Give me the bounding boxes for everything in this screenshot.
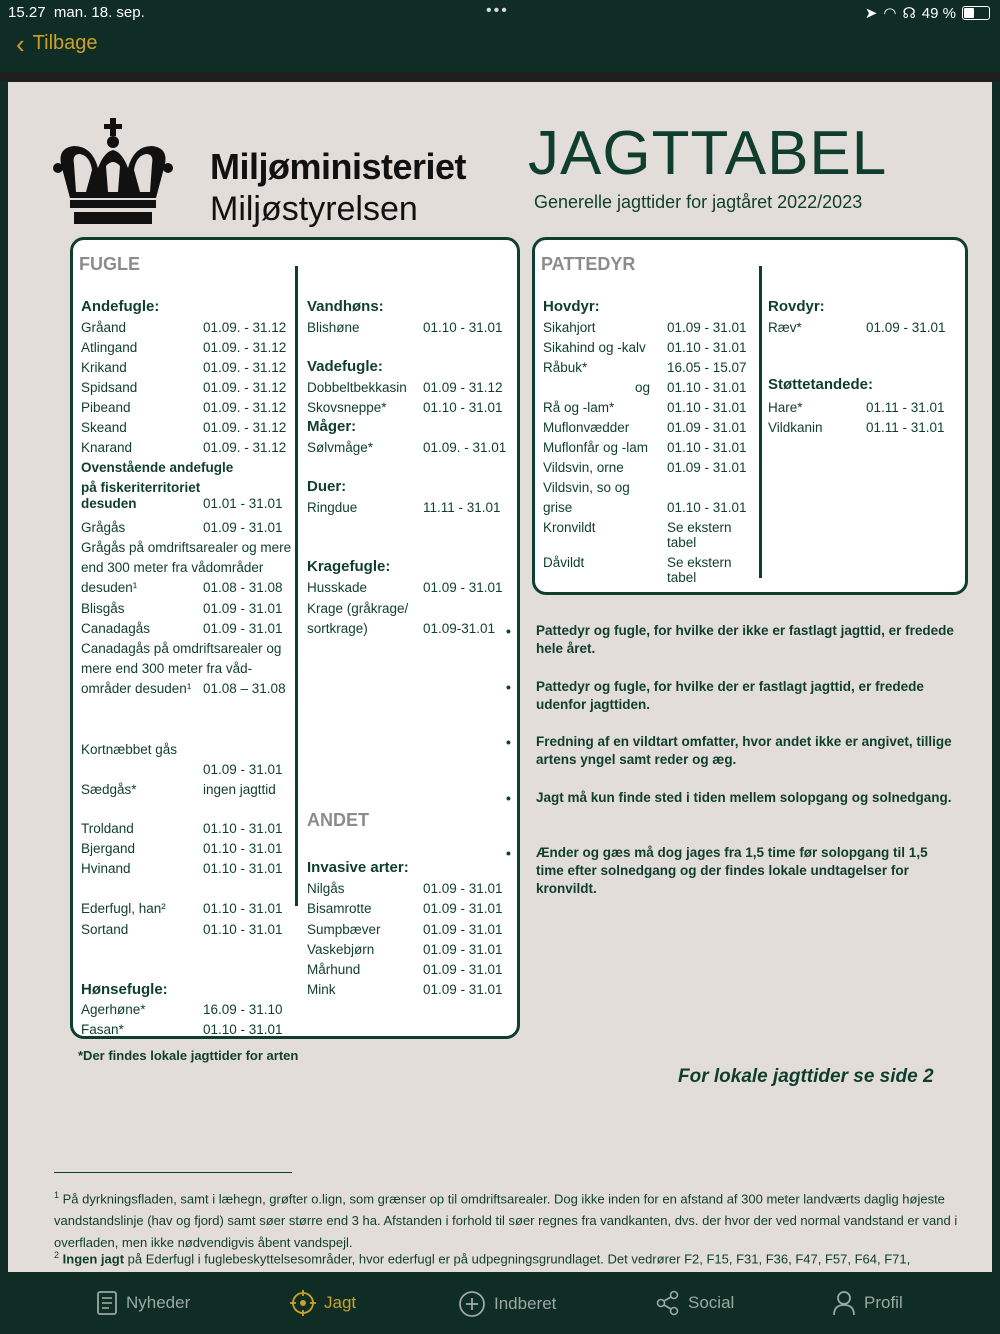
season-dates: 16.05 - 15.07 (667, 360, 747, 375)
season-dates: 01.08 – 31.08 (203, 681, 286, 696)
season-dates: Se ekstern (667, 555, 732, 570)
season-dates: 16.09 - 31.10 (203, 1002, 283, 1017)
row-text: end 300 meter fra vådområder (81, 560, 264, 575)
species-name: Rå og -lam* (543, 400, 615, 415)
species-name: Sikahjort (543, 320, 596, 335)
group-heading: Hønsefugle: (81, 981, 168, 998)
species-name: Dåvildt (543, 555, 585, 570)
andet-heading: ANDET (307, 810, 369, 830)
season-dates: 01.09 - 31.01 (423, 580, 503, 595)
status-right (865, 4, 990, 22)
season-dates: 01.10 - 31.01 (667, 500, 747, 515)
tab-label: Indberet (494, 1294, 557, 1313)
species-name: områder desuden¹ (81, 681, 192, 696)
rule-item: • Jagt må kun finde sted i tiden mellem solopgang og solnedgang. (536, 789, 956, 807)
document-view[interactable] (8, 82, 992, 1272)
group-heading: Kragefugle: (307, 558, 391, 575)
season-dates: 01.10 - 31.01 (667, 380, 747, 395)
local-reference: For lokale jagttider se side 2 (678, 1066, 934, 1087)
species-name: Agerhøne* (81, 1002, 146, 1017)
local-note: *Der findes lokale jagttider for arten (78, 1048, 299, 1063)
season-dates: 01.09 - 31.01 (423, 962, 503, 977)
person-icon (832, 1290, 856, 1316)
rule-item: • Pattedyr og fugle, for hvilke der er fastlagt jagttid, er fredede udenfor jagttiden. (536, 678, 956, 714)
season-dates: 01.09. - 31.12 (203, 400, 287, 415)
season-dates: 01.09 - 31.01 (423, 922, 503, 937)
season-dates: 01.09. - 31.12 (203, 340, 287, 355)
news-icon (96, 1290, 118, 1316)
season-dates: Se ekstern (667, 520, 732, 535)
species-name: Sædgås* (81, 782, 137, 797)
species-name: Kronvildt (543, 520, 596, 535)
species-name: Troldand (81, 821, 134, 836)
headphones-icon: ☊ (902, 5, 916, 22)
season-dates: 01.09. - 31.01 (423, 440, 507, 455)
season-dates: 01.09 - 31.01 (667, 320, 747, 335)
species-name: Grågås (81, 520, 126, 535)
row-text: på fiskeriterritoriet (81, 480, 201, 495)
row-text: Krage (gråkrage/ (307, 601, 409, 616)
species-name: Sortand (81, 922, 129, 937)
nav-bar (0, 26, 1000, 72)
season-dates: 01.09 - 31.12 (423, 380, 503, 395)
season-dates: 01.10 - 31.01 (203, 861, 283, 876)
season-dates: 01.09 - 31.01 (423, 942, 503, 957)
season-dates: 01.08 - 31.08 (203, 580, 283, 595)
species-name: Atlingand (81, 340, 138, 355)
species-name: Blishøne (307, 320, 360, 335)
species-name: Skeand (81, 420, 127, 435)
season-dates: 01.10 - 31.01 (423, 400, 503, 415)
species-name: Vildkanin (768, 420, 823, 435)
fugle-heading: FUGLE (79, 254, 140, 274)
species-name: Sikahind og -kalv (543, 340, 646, 355)
tab-label: Profil (864, 1293, 903, 1312)
wifi-icon: ◠ (883, 5, 897, 22)
species-name: sortkrage) (307, 621, 368, 636)
column-divider (295, 266, 298, 906)
season-dates: 01.10 - 31.01 (667, 340, 747, 355)
status-time-date: 15.27 man. 18. sep. (8, 4, 145, 21)
season-dates: 01.09 - 31.01 (203, 601, 283, 616)
season-dates: 01.11 - 31.01 (866, 400, 945, 415)
group-heading: Invasive arter: (307, 859, 409, 876)
tab-jagt[interactable] (290, 1290, 356, 1316)
rule-item: • Pattedyr og fugle, for hvilke der ikke er fastlagt jagttid, er fredede hele året. (536, 622, 956, 658)
species-name: Ringdue (307, 500, 358, 515)
season-dates: 11.11 - 31.01 (423, 500, 501, 515)
rule-item: • Fredning af en vildtart omfatter, hvor andet ikke er angivet, tillige artens yngel samt reder og æg. (536, 733, 956, 769)
species-name: Canadagås (81, 621, 151, 636)
battery-percent: 49 % (921, 4, 956, 22)
species-name: Knarand (81, 440, 133, 455)
species-name: Nilgås (307, 881, 345, 896)
share-icon (656, 1290, 680, 1316)
season-dates: tabel (667, 535, 697, 550)
season-dates: 01.10 - 31.01 (203, 1022, 283, 1037)
season-dates: 01.09. - 31.12 (203, 360, 287, 375)
row-text: mere end 300 meter fra våd- (81, 661, 253, 676)
species-name: Spidsand (81, 380, 138, 395)
species-name: Muflonvædder (543, 420, 630, 435)
group-heading: Støttetandede: (768, 376, 873, 393)
row-text: Grågås på omdriftsarealer og mere (81, 540, 292, 555)
species-name: desuden¹ (81, 580, 138, 595)
back-button[interactable] (16, 28, 98, 59)
tab-label: Social (688, 1293, 735, 1312)
season-dates: 01.09 - 31.01 (866, 320, 946, 335)
season-dates: 01.10 - 31.01 (203, 821, 283, 836)
species-name: Hare* (768, 400, 803, 415)
season-dates: 01.09 - 31.01 (423, 901, 503, 916)
rule-item: • Ænder og gæs må dog jages fra 1,5 time før solopgang til 1,5 time efter solnedgang og der findes lokale undtagelser for kronvildt. (536, 844, 956, 898)
species-name: grise (543, 500, 573, 515)
battery-icon (962, 6, 990, 20)
species-name: desuden (81, 496, 137, 511)
species-name: Mårhund (307, 962, 361, 977)
season-dates: 01.01 - 31.01 (203, 496, 283, 511)
chevron-left-icon: ‹ (16, 28, 25, 59)
tab-bar (0, 1272, 1000, 1334)
back-label: Tilbage (32, 32, 98, 54)
season-dates: 01.09 - 31.01 (423, 982, 503, 997)
status-bar (0, 0, 1000, 26)
tab-social[interactable] (656, 1290, 734, 1316)
season-dates: 01.09. - 31.12 (203, 440, 287, 455)
season-dates: 01.09 - 31.01 (667, 460, 747, 475)
season-dates: 01.09 - 31.01 (203, 762, 283, 777)
species-name: Pibeand (81, 400, 131, 415)
species-name: Blisgås (81, 601, 125, 616)
target-icon (290, 1290, 316, 1316)
season-dates: 01.10 - 31.01 (203, 922, 283, 937)
group-heading: Rovdyr: (768, 298, 825, 315)
season-dates: 01.10 - 31.01 (667, 440, 747, 455)
species-name: Vildsvin, orne (543, 460, 624, 475)
species-name: Dobbeltbekkasin (307, 380, 407, 395)
season-dates: 01.10 - 31.01 (423, 320, 503, 335)
season-dates: 01.09. - 31.12 (203, 380, 287, 395)
crown-logo (52, 118, 174, 226)
season-dates: 01.09-31.01 (423, 621, 496, 636)
group-heading: Måger: (307, 418, 357, 435)
species-name: Fasan* (81, 1022, 124, 1037)
column-divider (759, 266, 762, 578)
species-name: Krikand (81, 360, 127, 375)
footnote-1: $^1$ På dyrkningsfladen, samt i læhegn, grøfter o.lign, som grænser op til omdriftsarealer. Dog ikke inden for en afstand af 300 meter landværts daglig højeste vandstandslinje (hav og fjord) samt søer større end 3 ha. Afstanden i forhold til søer regnes fra vandkanten, dvs. der hvor der ved normal vandstand er vand i overfladen, men ikke nødvendigvis åbent vandspejl. (54, 1190, 958, 1251)
season-dates: 01.09 - 31.01 (203, 621, 283, 636)
species-name: og (635, 380, 651, 395)
species-name: Ræv* (768, 320, 802, 335)
fugle-box (70, 237, 520, 1039)
group-heading: Hovdyr: (543, 298, 600, 315)
season-dates: 01.09 - 31.01 (423, 881, 503, 896)
season-dates: 01.09. - 31.12 (203, 320, 287, 335)
species-name: Hvinand (81, 861, 131, 876)
season-dates: tabel (667, 570, 697, 585)
agency-name: Miljøstyrelsen (210, 190, 418, 228)
row-text: Vildsvin, so og (543, 480, 630, 495)
doc-title: JAGTTABEL (528, 119, 888, 188)
species-name: Mink (307, 982, 336, 997)
doc-subtitle: Generelle jagttider for jagtåret 2022/2023 (534, 192, 863, 212)
season-dates: 01.10 - 31.01 (667, 400, 747, 415)
season-dates: ingen jagttid (203, 782, 276, 797)
species-name: Gråand (81, 320, 127, 335)
species-name: Bjergand (81, 841, 136, 856)
row-text: Ovenstående andefugle (81, 460, 234, 475)
ministry-name: Miljøministeriet (210, 146, 467, 187)
season-dates: 01.09. - 31.12 (203, 420, 287, 435)
plus-circle-icon (458, 1290, 486, 1318)
divider (0, 72, 1000, 82)
tab-nyheder[interactable] (96, 1290, 190, 1316)
species-name: Skovsneppe* (307, 400, 387, 415)
season-dates: 01.11 - 31.01 (866, 420, 945, 435)
species-name: Ederfugl, han² (81, 901, 166, 916)
footnote-2: $^2$ Ingen jagt på Ederfugl i fuglebeskyttelsesområder, hvor ederfugl er på udpegningsgrundlaget. Det vedrører F2, F15, F31, F36, F47, F57, F64, F71, (54, 1250, 911, 1267)
species-name: Vaskebjørn (307, 942, 375, 957)
season-dates: 01.09 - 31.01 (203, 520, 283, 535)
pattedyr-heading: PATTEDYR (541, 254, 636, 274)
row-text: Kortnæbbet gås (81, 742, 178, 757)
species-name: Sølvmåge* (307, 440, 374, 455)
row-text: Canadagås på omdriftsarealer og (81, 641, 282, 656)
species-name: Husskade (307, 580, 368, 595)
group-heading: Andefugle: (81, 298, 160, 315)
group-heading: Duer: (307, 478, 347, 495)
tab-profil[interactable] (832, 1290, 903, 1316)
footnote-rule (54, 1172, 292, 1173)
tab-label: Jagt (324, 1293, 357, 1312)
group-heading: Vadefugle: (307, 358, 383, 375)
location-icon: ➤ (864, 5, 878, 22)
season-dates: 01.09 - 31.01 (667, 420, 747, 435)
species-name: Bisamrotte (307, 901, 372, 916)
tab-indberet[interactable] (458, 1290, 556, 1318)
season-dates: 01.10 - 31.01 (203, 901, 283, 916)
species-name: Råbuk* (543, 360, 588, 375)
pattedyr-box (532, 237, 968, 595)
species-name: Sumpbæver (307, 922, 381, 937)
species-name: Muflonfår og -lam (543, 440, 649, 455)
tab-label: Nyheder (126, 1293, 191, 1312)
group-heading: Vandhøns: (307, 298, 384, 315)
season-dates: 01.10 - 31.01 (203, 841, 283, 856)
multitask-dots[interactable]: ••• (486, 2, 509, 19)
